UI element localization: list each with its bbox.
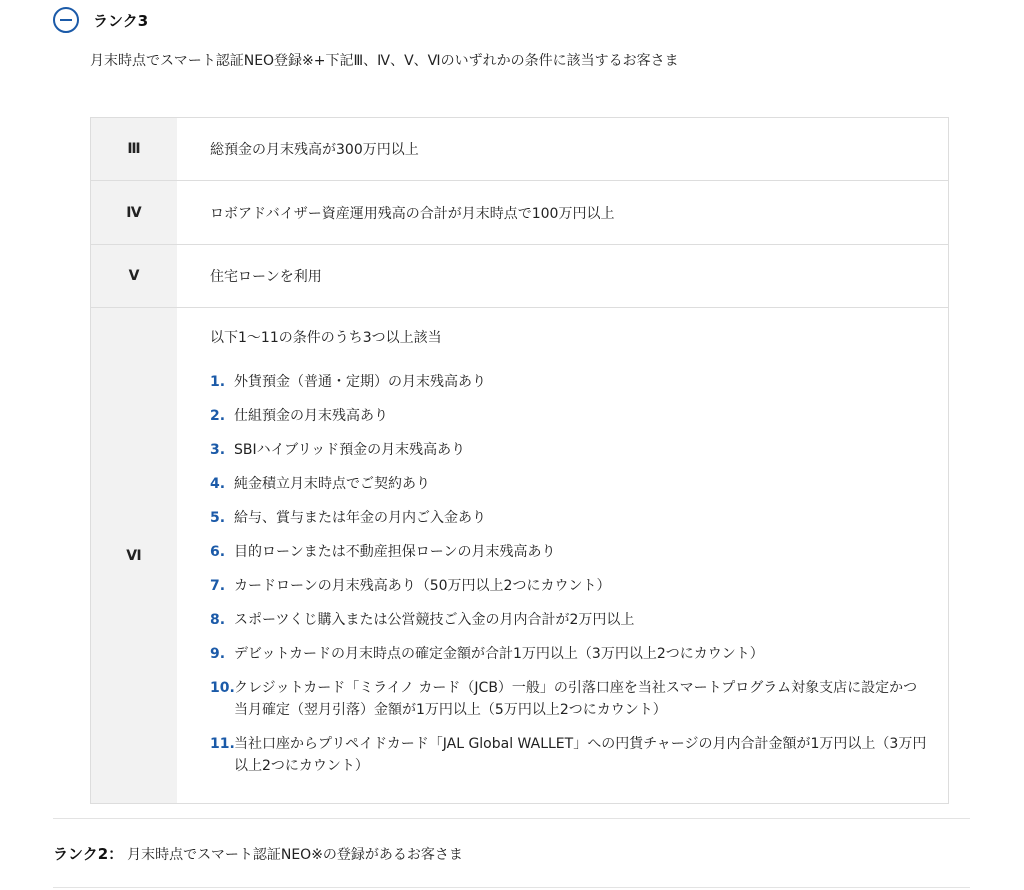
list-item [210, 541, 928, 563]
conditions-table [90, 117, 949, 804]
rank3-title: ランク3 [93, 11, 149, 30]
condition-number: Ⅳ [91, 181, 177, 244]
list-item-number: 4. [210, 476, 226, 492]
condition-row-6 [91, 307, 948, 803]
list-item-text: 給与、賞与または年金の月内ご入金あり [234, 510, 486, 526]
condition-text: ロボアドバイザー資産運用残高の合計が月末時点で100万円以上 [210, 205, 615, 222]
condition-text: 住宅ローンを利用 [210, 269, 322, 285]
list-item-text: 仕組預金の月末残高あり [234, 408, 388, 424]
list-item [210, 643, 928, 665]
condition-6-content [177, 308, 948, 803]
list-item [210, 609, 928, 631]
rank3-header[interactable] [53, 4, 148, 36]
list-item-number: 2. [210, 408, 226, 424]
condition-6-list [210, 371, 928, 777]
collapse-minus-icon[interactable] [53, 7, 79, 33]
section-divider [53, 818, 970, 819]
list-item-text: クレジットカード「ミライノ カード（JCB）一般」の引落口座を当社スマートプログラム対象支店に設定かつ当月確定（翌月引落）金額が1万円以上（5万円以上2つにカウント） [234, 680, 918, 718]
list-item [210, 733, 928, 777]
rank2-row [53, 843, 463, 864]
rank3-description: 月末時点でスマート認証NEO登録※+下記Ⅲ、Ⅳ、Ⅴ、Ⅵのいずれかの条件に該当するお客さま [90, 53, 679, 69]
list-item [210, 405, 928, 427]
condition-number: Ⅲ [91, 118, 177, 180]
list-item-number: 5. [210, 510, 226, 526]
list-item-number: 11. [210, 736, 235, 752]
list-item-number: 1. [210, 374, 226, 390]
list-item-number: 9. [210, 646, 226, 662]
list-item [210, 575, 928, 597]
list-item [210, 439, 928, 461]
minus-bar [60, 19, 72, 21]
list-item [210, 507, 928, 529]
condition-row-5 [91, 244, 948, 307]
section-divider [53, 887, 970, 888]
list-item [210, 371, 928, 393]
list-item-number: 8. [210, 612, 226, 628]
condition-text: 総預金の月末残高が300万円以上 [210, 142, 419, 158]
list-item [210, 473, 928, 495]
rank2-description: 月末時点でスマート認証NEO※の登録があるお客さま [127, 847, 463, 863]
condition-row-3 [91, 118, 948, 180]
rank2-title: ランク2： [53, 845, 124, 863]
list-item-text: デビットカードの月末時点の確定金額が合計1万円以上（3万円以上2つにカウント） [234, 646, 764, 662]
list-item-text: 外貨預金（普通・定期）の月末残高あり [234, 374, 486, 390]
list-item-text: カードローンの月末残高あり（50万円以上2つにカウント） [234, 578, 611, 594]
condition-row-4 [91, 180, 948, 244]
list-item-number: 6. [210, 544, 226, 560]
list-item-text: 当社口座からプリペイドカード「JAL Global WALLET」への円貨チャージの月内合計金額が1万円以上（3万円以上2つにカウント） [234, 736, 927, 774]
list-item-number: 10. [210, 680, 235, 696]
condition-number: Ⅵ [91, 308, 177, 803]
list-item-text: スポーツくじ購入または公営競技ご入金の月内合計が2万円以上 [234, 612, 635, 628]
list-item-text: 純金積立月末時点でご契約あり [234, 476, 430, 492]
condition-6-intro: 以下1～11の条件のうち3つ以上該当 [210, 330, 442, 346]
condition-number: Ⅴ [91, 245, 177, 307]
list-item-text: SBIハイブリッド預金の月末残高あり [234, 442, 466, 458]
list-item-text: 目的ローンまたは不動産担保ローンの月末残高あり [234, 544, 556, 560]
list-item-number: 3. [210, 442, 226, 458]
list-item [210, 677, 928, 721]
list-item-number: 7. [210, 578, 226, 594]
